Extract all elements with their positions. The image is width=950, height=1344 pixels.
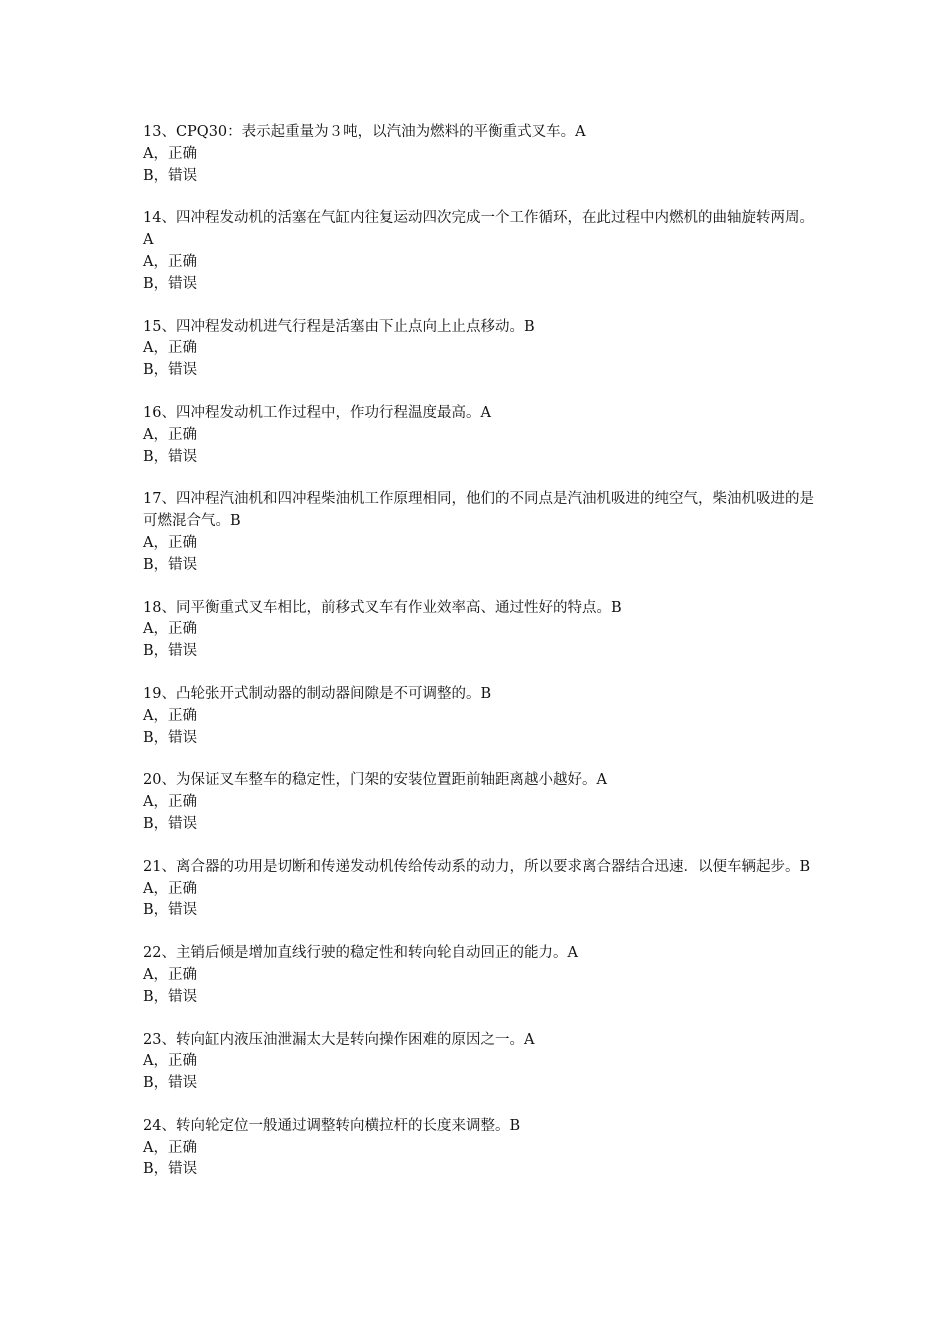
question-item (143, 403, 823, 468)
question-stem: 14、四冲程发动机的活塞在气缸内往复运动四次完成一个工作循环，在此过程中内燃机的曲轴旋转两周。A (143, 210, 814, 249)
option-a: A，正确 (143, 621, 197, 638)
option-a: A，正确 (143, 534, 197, 551)
option-a: A，正确 (143, 794, 197, 811)
option-b: B，错误 (143, 902, 198, 919)
question-item (143, 770, 823, 835)
option-a: A，正确 (143, 707, 197, 724)
question-item (143, 317, 823, 382)
option-a: A，正确 (143, 880, 197, 897)
question-item (143, 857, 823, 922)
question-stem: 23、转向缸内液压油泄漏太大是转向操作困难的原因之一。A (143, 1031, 535, 1048)
question-item (143, 943, 823, 1008)
question-item (143, 489, 823, 576)
option-b: B，错误 (143, 167, 198, 184)
question-stem: 17、四冲程汽油机和四冲程柴油机工作原理相同，他们的不同点是汽油机吸进的纯空气，柴油机吸进的是可燃混合气。B (143, 491, 814, 530)
question-stem: 19、凸轮张开式制动器的制动器间隙是不可调整的。B (143, 685, 492, 702)
option-a: A，正确 (143, 145, 197, 162)
option-b: B，错误 (143, 729, 198, 746)
question-stem: 20、为保证叉车整车的稳定性，门架的安装位置距前轴距离越小越好。A (143, 772, 607, 789)
option-b: B，错误 (143, 643, 198, 660)
question-item (143, 208, 823, 295)
question-stem: 13、CPQ30：表示起重量为３吨，以汽油为燃料的平衡重式叉车。A (143, 124, 586, 140)
option-b: B，错误 (143, 275, 198, 292)
question-stem: 24、转向轮定位一般通过调整转向横拉杆的长度来调整。B (143, 1117, 521, 1134)
question-item (143, 1030, 823, 1095)
option-a: A，正确 (143, 426, 197, 443)
question-stem: 16、四冲程发动机工作过程中，作功行程温度最高。A (143, 404, 491, 421)
question-item (143, 122, 823, 187)
question-item (143, 684, 823, 749)
question-stem: 21、离合器的功用是切断和传递发动机传给传动系的动力，所以要求离合器结合迅速．以便车辆起步。B (143, 858, 811, 875)
option-b: B，错误 (143, 362, 198, 379)
option-b: B，错误 (143, 1075, 198, 1092)
question-list (143, 122, 823, 1202)
question-stem: 22、主销后倾是增加直线行驶的稳定性和转向轮自动回正的能力。A (143, 945, 578, 962)
question-item (143, 1116, 823, 1181)
question-stem: 18、同平衡重式叉车相比，前移式叉车有作业效率高、通过性好的特点。B (143, 599, 622, 616)
option-a: A，正确 (143, 1139, 197, 1156)
option-a: A，正确 (143, 966, 197, 983)
question-item (143, 598, 823, 663)
option-a: A，正确 (143, 1053, 197, 1070)
option-b: B，错误 (143, 1161, 198, 1178)
option-b: B，错误 (143, 815, 198, 832)
option-b: B，错误 (143, 988, 198, 1005)
option-a: A，正确 (143, 253, 197, 270)
option-a: A，正确 (143, 340, 197, 357)
option-b: B，错误 (143, 556, 198, 573)
question-stem: 15、四冲程发动机进气行程是活塞由下止点向上止点移动。B (143, 318, 535, 335)
option-b: B，错误 (143, 448, 198, 465)
